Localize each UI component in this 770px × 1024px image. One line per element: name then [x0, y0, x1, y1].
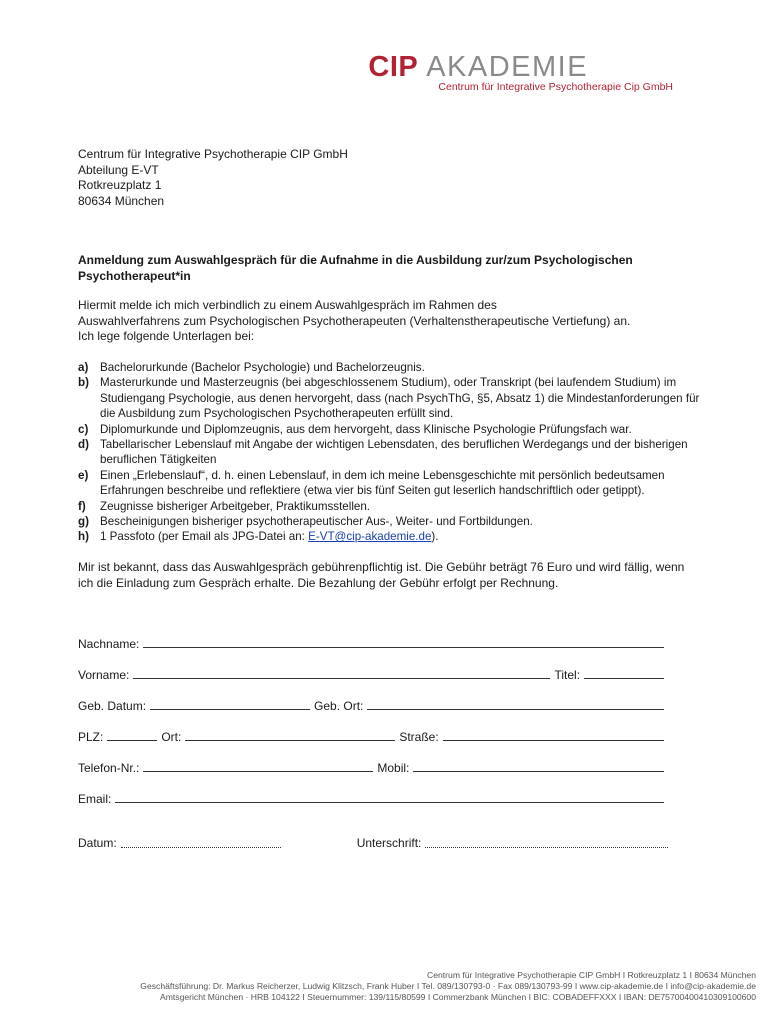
list-item — [78, 499, 708, 514]
list-item — [78, 468, 708, 499]
geb-ort-field[interactable] — [367, 697, 664, 710]
form-row-adresse — [78, 713, 668, 744]
list-item — [78, 422, 708, 437]
datum-field[interactable] — [121, 836, 281, 848]
registration-form — [78, 620, 668, 806]
logo-brand: CIP — [368, 51, 419, 83]
item-text: Masterurkunde und Masterzeugnis (bei abgeschlossenem Studium), oder Transkript (bei laufendem Studium) im Studiengang Psychologie, aus denen hervorgeht, dass (nach PsychThG, §5, Absatz 1) die Mindestanforderungen für die Ausbildung zum Psychologischen Psychotherapeuten erfüllt sind. — [100, 376, 700, 421]
ort-label: Ort: — [161, 730, 182, 744]
item-text: Zeugnisse bisheriger Arbeitgeber, Praktikumsstellen. — [100, 499, 371, 513]
signature-field[interactable] — [425, 836, 668, 848]
mobil-field[interactable] — [413, 759, 664, 772]
item-marker: e) — [78, 468, 89, 482]
item-text: Bachelorurkunde (Bachelor Psychologie) und Bachelorzeugnis. — [100, 361, 425, 374]
form-row-nachname — [78, 620, 668, 651]
page-footer — [140, 970, 756, 1003]
item-marker: g) — [78, 515, 89, 529]
datum-label: Datum: — [78, 836, 117, 850]
item-text: Einen „Erlebenslauf“, d. h. einen Lebenslauf, in dem ich meine Lebensgeschichte mit persönlich bedeutsamen Erfahrungen beschreibe und reflektiere (etwa vier bis fünf Seiten gut leserlich handschriftlich oder getippt). — [100, 468, 665, 498]
item-marker: f) — [78, 499, 86, 513]
footer-line: Amtsgericht München · HRB 104122 I Steuernummer: 139/115/80599 I Commerzbank München I BIC: COBADEFFXXX I IBAN: DE75700400410309100600 — [160, 992, 756, 1002]
list-item — [78, 360, 708, 375]
item-marker: a) — [78, 361, 89, 374]
titel-field[interactable] — [584, 666, 664, 679]
document-title: Anmeldung zum Auswahlgespräch für die Aufnahme in die Ausbildung zur/zum Psychologischen Psychotherapeut*in — [78, 253, 633, 283]
item-marker: d) — [78, 438, 89, 452]
form-row-email — [78, 775, 668, 806]
recipient-address — [78, 147, 348, 209]
strasse-field[interactable] — [443, 728, 664, 741]
item-marker: c) — [78, 422, 89, 436]
nachname-label: Nachname: — [78, 637, 140, 651]
address-line: 80634 München — [78, 193, 165, 208]
email-label: Email: — [78, 792, 112, 806]
logo-subtitle: Centrum für Integrative Psychotherapie Cip GmbH — [438, 81, 673, 93]
intro-line: Hiermit melde ich mich verbindlich zu einem Auswahlgespräch im Rahmen des — [78, 298, 497, 312]
telefon-label: Telefon-Nr.: — [78, 761, 140, 775]
signature-row — [78, 836, 668, 851]
item-text-suffix: ). — [431, 530, 439, 544]
footer-line: Geschäftsführung: Dr. Markus Reicherzer, Ludwig Klitzsch, Frank Huber I Tel. 089/130793-0 · Fax 089/130793-99 I www.cip-akademie.de I info@cip-akademie.de — [140, 981, 756, 991]
form-row-geburt — [78, 682, 668, 713]
geb-ort-label: Geb. Ort: — [314, 699, 364, 713]
item-marker: b) — [78, 376, 89, 390]
logo-name: AKADEMIE — [426, 51, 589, 83]
item-text — [100, 529, 708, 544]
ort-field[interactable] — [185, 728, 395, 741]
item-text: Diplomurkunde und Diplomzeugnis, aus dem hervorgeht, dass Klinische Psychologie Prüfungsfach war. — [100, 422, 632, 436]
email-link[interactable]: E-VT@cip-akademie.de — [308, 530, 432, 544]
form-row-vorname — [78, 651, 668, 682]
address-line: Centrum für Integrative Psychotherapie CIP GmbH — [78, 147, 348, 161]
telefon-field[interactable] — [143, 759, 373, 772]
intro-line: Ich lege folgende Unterlagen bei: — [78, 329, 255, 343]
email-field[interactable] — [115, 790, 664, 803]
mobil-label: Mobil: — [377, 761, 410, 775]
vorname-label: Vorname: — [78, 668, 130, 682]
address-line: Abteilung E-VT — [78, 162, 159, 177]
item-text-prefix: 1 Passfoto (per Email als JPG-Datei an: — [100, 530, 309, 544]
item-marker: h) — [78, 530, 89, 544]
geb-datum-field[interactable] — [150, 697, 310, 710]
plz-label: PLZ: — [78, 730, 104, 744]
titel-label: Titel: — [554, 668, 580, 682]
cip-akademie-logo — [368, 52, 673, 93]
fee-notice: Mir ist bekannt, dass das Auswahlgespräch gebührenpflichtig ist. Die Gebühr beträgt 76 Euro und wird fällig, wenn ich die Einladung zum Gespräch erhalte. Die Bezahlung der Gebühr erfolgt per Rechnung. — [78, 560, 685, 590]
vorname-field[interactable] — [133, 666, 550, 679]
list-item — [78, 514, 708, 529]
address-line: Rotkreuzplatz 1 — [78, 178, 162, 192]
list-item — [78, 437, 708, 468]
unterschrift-label: Unterschrift: — [356, 836, 422, 850]
documents-list — [78, 360, 708, 545]
item-text: Tabellarischer Lebenslauf mit Angabe der wichtigen Lebensdaten, des beruflichen Werdegangs und der bisherigen beruflichen Tätigkeiten — [100, 438, 688, 467]
item-text: Bescheinigungen bisheriger psychotherapeutischer Aus-, Weiter- und Fortbildungen. — [100, 515, 533, 529]
intro-text — [78, 298, 698, 345]
form-row-telefon — [78, 744, 668, 775]
strasse-label: Straße: — [399, 730, 439, 744]
plz-field[interactable] — [107, 728, 157, 741]
list-item — [78, 375, 708, 421]
list-item — [78, 529, 708, 544]
intro-line: Auswahlverfahrens zum Psychologischen Psychotherapeuten (Verhaltenstherapeutische Vertiefung) an. — [78, 313, 631, 328]
footer-line: Centrum für Integrative Psychotherapie CIP GmbH I Rotkreuzplatz 1 I 80634 München — [427, 970, 756, 980]
nachname-field[interactable] — [143, 635, 664, 648]
geb-datum-label: Geb. Datum: — [78, 699, 147, 713]
